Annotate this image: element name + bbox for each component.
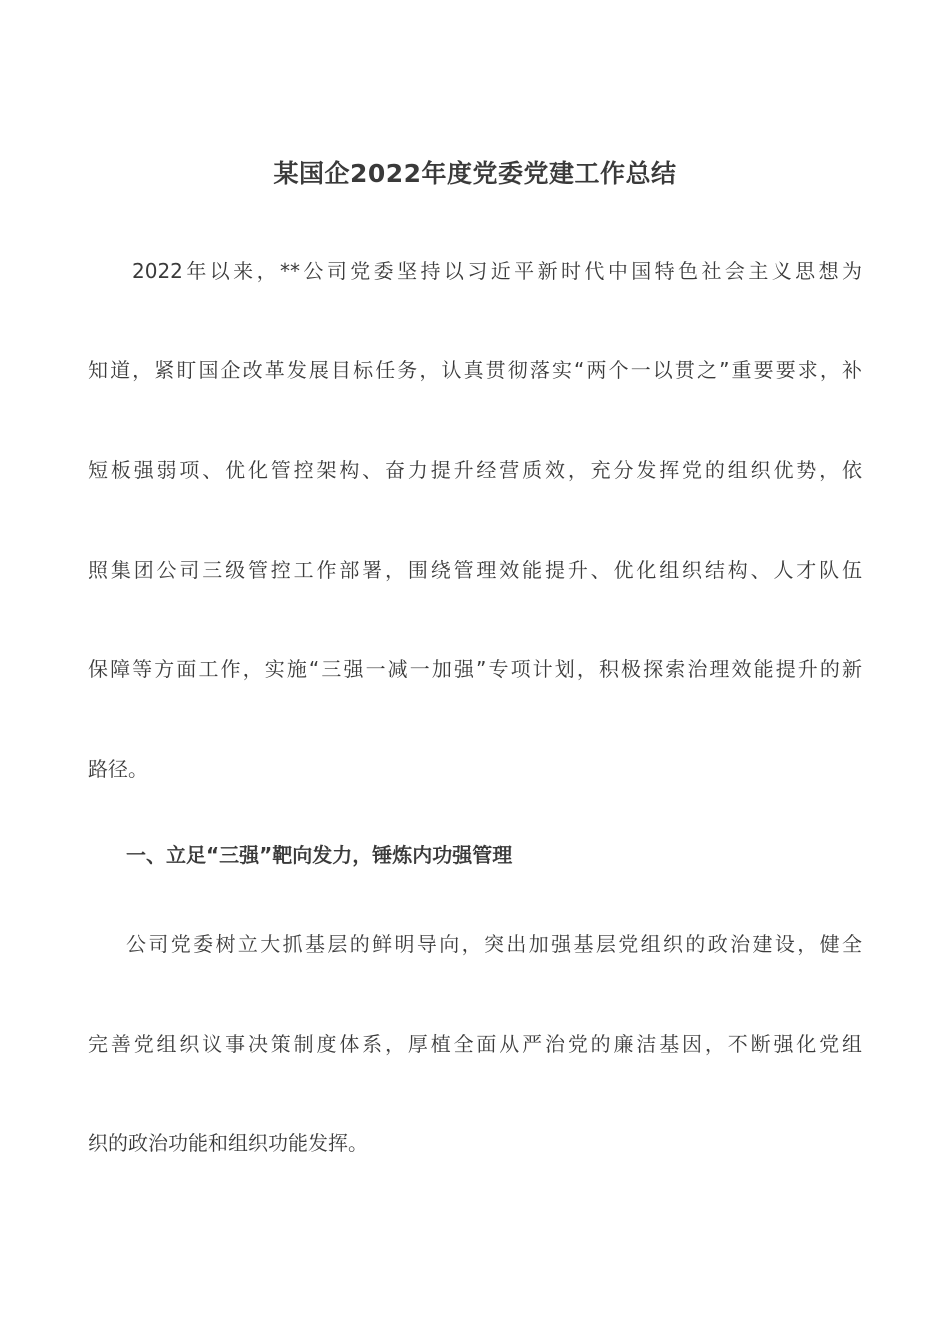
paragraph-line: 短板强弱项、优化管控架构、奋力提升经营质效，充分发挥党的组织优势，依 (88, 458, 862, 482)
paragraph-line: 照集团公司三级管控工作部署，围绕管理效能提升、优化组织结构、人才队伍 (88, 558, 862, 582)
paragraph-line: 织的政治功能和组织功能发挥。 (88, 1131, 368, 1155)
paragraph-line: 2022年以来，**公司党委坚持以习近平新时代中国特色社会主义思想为 (132, 259, 862, 283)
paragraph-line: 知道，紧盯国企改革发展目标任务，认真贯彻落实“两个一以贯之”重要要求，补 (88, 358, 862, 382)
document-title: 某国企2022年度党委党建工作总结 (273, 159, 677, 188)
paragraph-line: 保障等方面工作，实施“三强一减一加强”专项计划，积极探索治理效能提升的新 (88, 657, 862, 681)
paragraph-line: 公司党委树立大抓基层的鲜明导向，突出加强基层党组织的政治建设，健全 (126, 932, 862, 956)
paragraph-line: 完善党组织议事决策制度体系，厚植全面从严治党的廉洁基因，不断强化党组 (88, 1032, 862, 1056)
section-heading: 一、立足“三强”靶向发力，锤炼内功强管理 (126, 843, 513, 867)
paragraph-line: 路径。 (88, 757, 148, 781)
